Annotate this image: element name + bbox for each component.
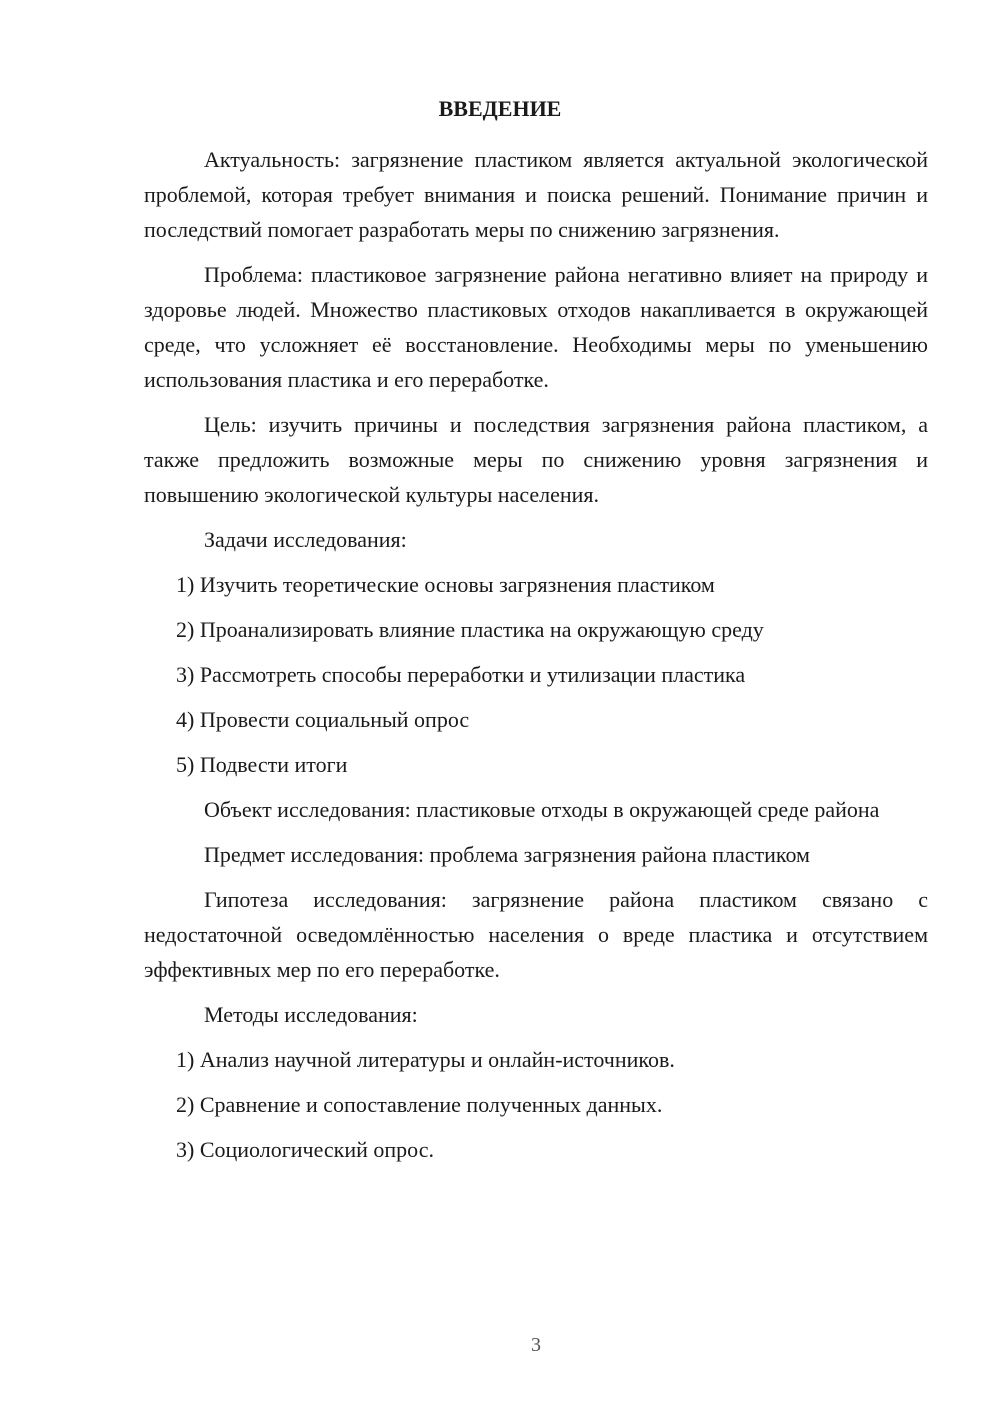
methods-heading: Методы исследования: <box>204 1002 418 1027</box>
page-number: 3 <box>531 1334 541 1356</box>
goal-paragraph: Цель: изучить причины и последствия загрязнения района пластиком, а также предложить возможные меры по снижению уровня загрязнения и повышению экологической культуры населения. <box>144 412 928 507</box>
task-item: 3) Рассмотреть способы переработки и утилизации пластика <box>176 662 746 687</box>
hypothesis-paragraph: Гипотеза исследования: загрязнение района пластиком связано с недостаточной осведомлённостью населения о вреде пластика и отсутствием эффективных мер по его переработке. <box>144 887 928 982</box>
method-item: 1) Анализ научной литературы и онлайн-источников. <box>176 1047 675 1072</box>
task-item: 2) Проанализировать влияние пластика на окружающую среду <box>176 617 764 642</box>
problem-paragraph: Проблема: пластиковое загрязнение района негативно влияет на природу и здоровье людей. Множество пластиковых отходов накапливается в окружающей среде, что усложняет её восстановление. Необходимы меры по уменьшению использования пластика и его переработке. <box>144 262 928 392</box>
subject-paragraph: Предмет исследования: проблема загрязнения района пластиком <box>204 842 810 867</box>
method-item: 3) Социологический опрос. <box>176 1137 434 1162</box>
tasks-heading: Задачи исследования: <box>204 527 407 552</box>
object-paragraph: Объект исследования: пластиковые отходы в окружающей среде района <box>204 797 880 822</box>
page-title: ВВЕДЕНИЕ <box>438 96 562 121</box>
document-body <box>144 142 928 1177</box>
task-item: 5) Подвести итоги <box>176 752 348 777</box>
task-item: 1) Изучить теоретические основы загрязнения пластиком <box>176 572 715 597</box>
relevance-paragraph: Актуальность: загрязнение пластиком является актуальной экологической проблемой, которая требует внимания и поиска решений. Понимание причин и последствий помогает разработать меры по снижению загрязнения. <box>144 147 928 242</box>
task-item: 4) Провести социальный опрос <box>176 707 470 732</box>
method-item: 2) Сравнение и сопоставление полученных данных. <box>176 1092 663 1117</box>
